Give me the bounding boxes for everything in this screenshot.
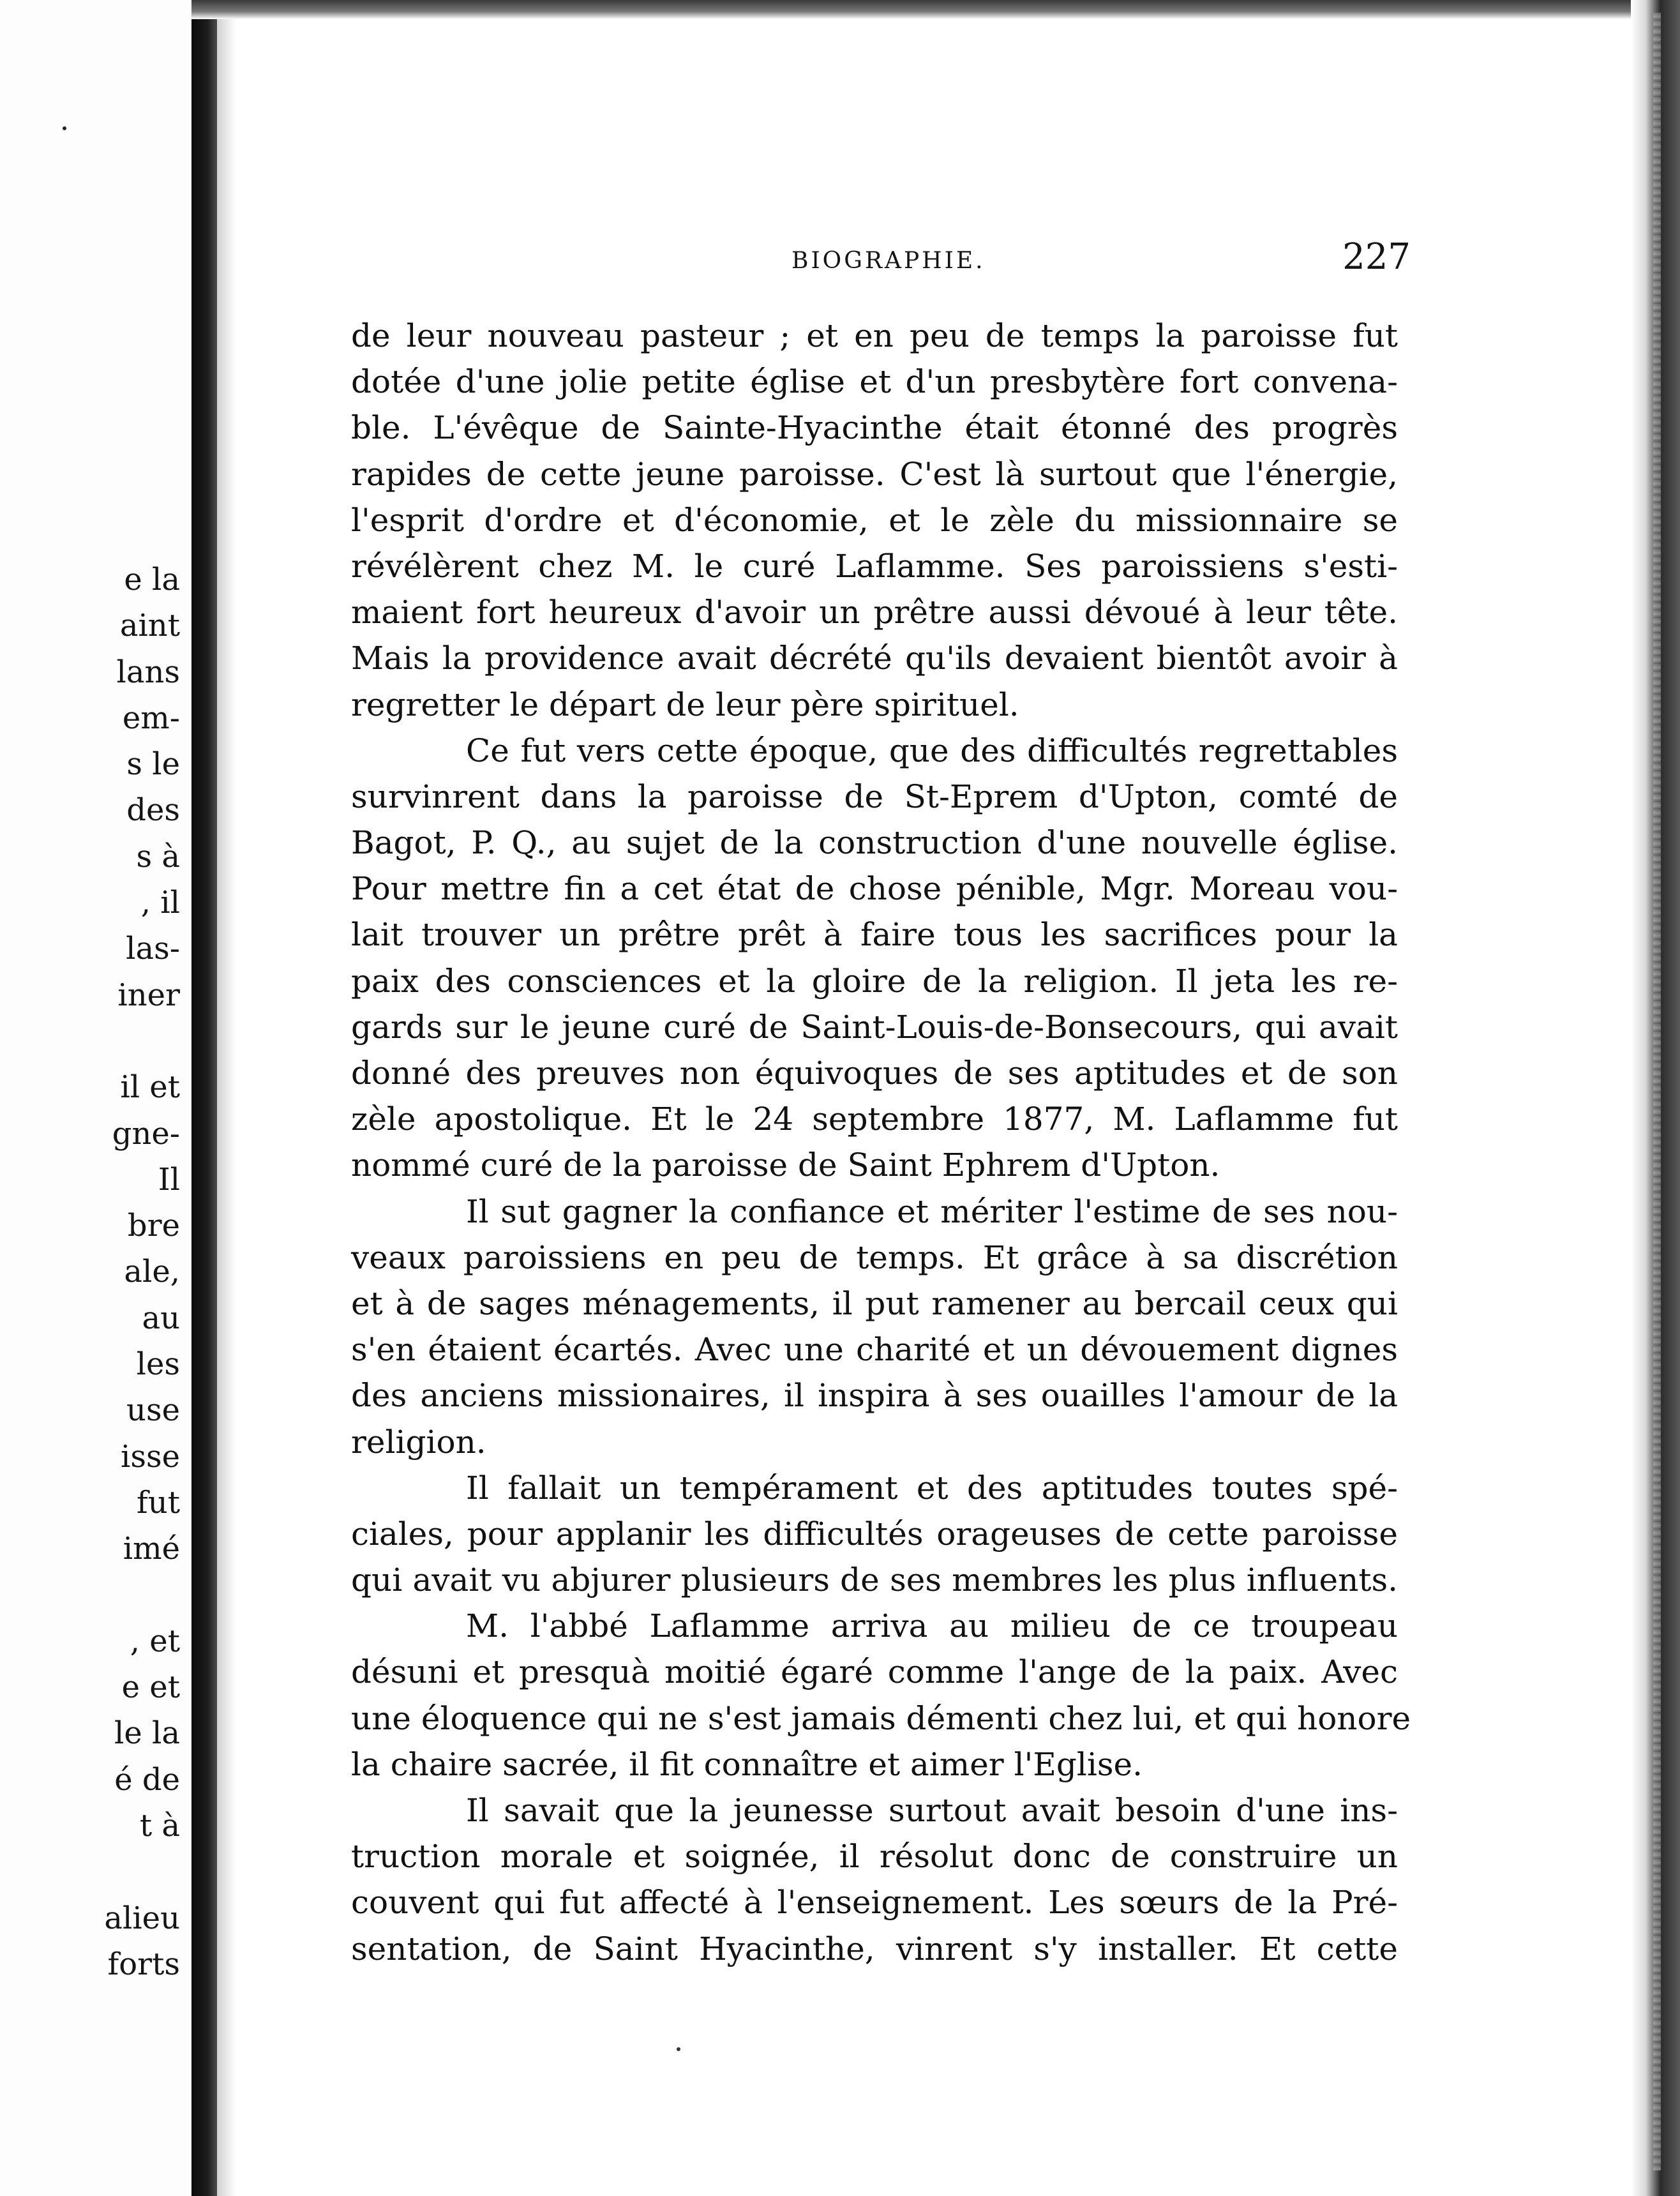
left-fragment: au (142, 1300, 180, 1336)
left-page-text-fragments (104, 557, 180, 1987)
left-fragment: imé (123, 1531, 180, 1567)
text-line: la chaire sacrée, il fit connaître et aimer l'Eglise. (351, 1745, 1143, 1783)
left-fragment: des (126, 792, 180, 829)
text-line: donné des preuves non équivoques de ses aptitudes et de son (351, 1055, 1398, 1092)
text-line: ble. L'évêque de Sainte-Hyacinthe était étonné des progrès (351, 409, 1398, 447)
text-line: zèle apostolique. Et le 24 septembre 1877, M. Laflamme fut (351, 1101, 1398, 1138)
text-line: sentation, de Saint Hyacinthe, vinrent s'y installer. Et cette (351, 1930, 1398, 1967)
text-line: rapides de cette jeune paroisse. C'est là surtout que l'énergie, (351, 455, 1398, 493)
left-fragment: e et (121, 1669, 180, 1706)
left-fragment: alieu (104, 1900, 180, 1936)
page-body-text (351, 313, 1411, 1972)
left-fragment: ale, (124, 1254, 180, 1290)
text-line: truction morale et soignée, il résolut donc de construire un (351, 1838, 1398, 1876)
text-line: l'esprit d'ordre et d'économie, et le zèle du missionnaire se (351, 501, 1398, 539)
gutter-shadow (217, 0, 236, 2196)
text-line: Il savait que la jeunesse surtout avait besoin d'une ins- (466, 1792, 1398, 1829)
left-fragment: , il (140, 885, 180, 921)
left-fragment: les (136, 1346, 180, 1383)
left-fragment: , et (130, 1623, 180, 1659)
left-fragment: Il (158, 1161, 180, 1198)
ink-speck (677, 2047, 680, 2051)
text-line: des anciens missionaires, il inspira à ses ouailles l'amour de la (351, 1377, 1398, 1415)
text-line: Pour mettre fin a cet état de chose pénible, Mgr. Moreau vou- (351, 870, 1398, 908)
running-header (364, 236, 1411, 287)
left-fragment (104, 1572, 180, 1618)
left-fragment (104, 1018, 180, 1064)
left-fragment: isse (120, 1438, 180, 1475)
left-fragment: bre (127, 1208, 180, 1244)
left-fragment (104, 1849, 180, 1895)
left-page (0, 0, 191, 2196)
header-title: BIOGRAPHIE. (791, 248, 986, 274)
text-line: lait trouver un prêtre prêt à faire tous les sacrifices pour la (351, 916, 1398, 954)
text-line: une éloquence qui ne s'est jamais démenti chez lui, et qui honore (351, 1699, 1411, 1737)
left-fragment: las- (126, 931, 180, 967)
text-line: M. l'abbé Laflamme arriva au milieu de ce troupeau (466, 1607, 1398, 1645)
text-line: maient fort heureux d'avoir un prêtre aussi dévoué à leur tête. (351, 594, 1398, 631)
left-fragment: lans (116, 654, 180, 690)
text-line: religion. (351, 1423, 486, 1461)
left-fragment: t à (139, 1808, 180, 1844)
left-fragment: forts (107, 1946, 180, 1982)
left-fragment: s à (136, 838, 180, 875)
left-fragment: e la (124, 562, 180, 598)
text-line: Il fallait un tempérament et des aptitudes toutes spé- (466, 1469, 1398, 1507)
text-line: révélèrent chez M. le curé Laflamme. Ses paroissiens s'esti- (351, 547, 1398, 585)
text-line: ciales, pour applanir les difficultés orageuses de cette paroisse (351, 1515, 1398, 1553)
left-fragment: il et (120, 1069, 180, 1106)
text-line: Mais la providence avait décrété qu'ils devaient bientôt avoir à (351, 640, 1398, 677)
left-fragment: use (126, 1392, 180, 1429)
text-line: veaux paroissiens en peu de temps. Et grâce à sa discrétion (351, 1238, 1398, 1276)
text-line: Bagot, P. Q., au sujet de la construction d'une nouvelle église. (351, 824, 1398, 862)
text-line: nommé curé de la paroisse de Saint Ephrem d'Upton. (351, 1147, 1220, 1184)
left-fragment: le la (114, 1715, 180, 1752)
text-line: Ce fut vers cette époque, que des difficultés regrettables (466, 732, 1398, 769)
text-line: Il sut gagner la confiance et mériter l'estime de ses nou- (466, 1192, 1398, 1230)
text-line: survinrent dans la paroisse de St-Eprem d'Upton, comté de (351, 778, 1398, 815)
text-line: de leur nouveau pasteur ; et en peu de temps la paroisse fut (351, 317, 1398, 354)
ink-speck (63, 126, 66, 130)
page-number: 227 (1342, 236, 1411, 278)
top-page-edge (191, 0, 1680, 19)
left-fragment: aint (119, 608, 180, 644)
text-line: désuni et presquà moitié égaré comme l'ange de la paix. Avec (351, 1653, 1398, 1691)
page-stack-edge (1653, 13, 1661, 2170)
book-gutter (191, 0, 217, 2196)
left-fragment: s le (126, 746, 180, 783)
left-fragment: iner (117, 977, 180, 1013)
text-line: s'en étaient écartés. Avec une charité et un dévouement dignes (351, 1331, 1398, 1369)
left-fragment: em- (122, 700, 180, 736)
text-line: couvent qui fut affecté à l'enseignement. Les sœurs de la Pré- (351, 1884, 1398, 1922)
left-fragment: é de (114, 1761, 180, 1798)
text-line: qui avait vu abjurer plusieurs de ses membres les plus influents. (351, 1561, 1398, 1599)
text-line: dotée d'une jolie petite église et d'un presbytère fort convena- (351, 363, 1398, 401)
text-line: regretter le départ de leur père spirituel. (351, 686, 1019, 723)
left-fragment: gne- (112, 1115, 180, 1152)
left-fragment: fut (137, 1484, 180, 1521)
text-line: paix des consciences et la gloire de la religion. Il jeta les re- (351, 962, 1398, 1000)
text-line: gards sur le jeune curé de Saint-Louis-de-Bonsecours, qui avait (351, 1008, 1398, 1046)
text-line: et à de sages ménagements, il put ramener au bercail ceux qui (351, 1284, 1398, 1322)
